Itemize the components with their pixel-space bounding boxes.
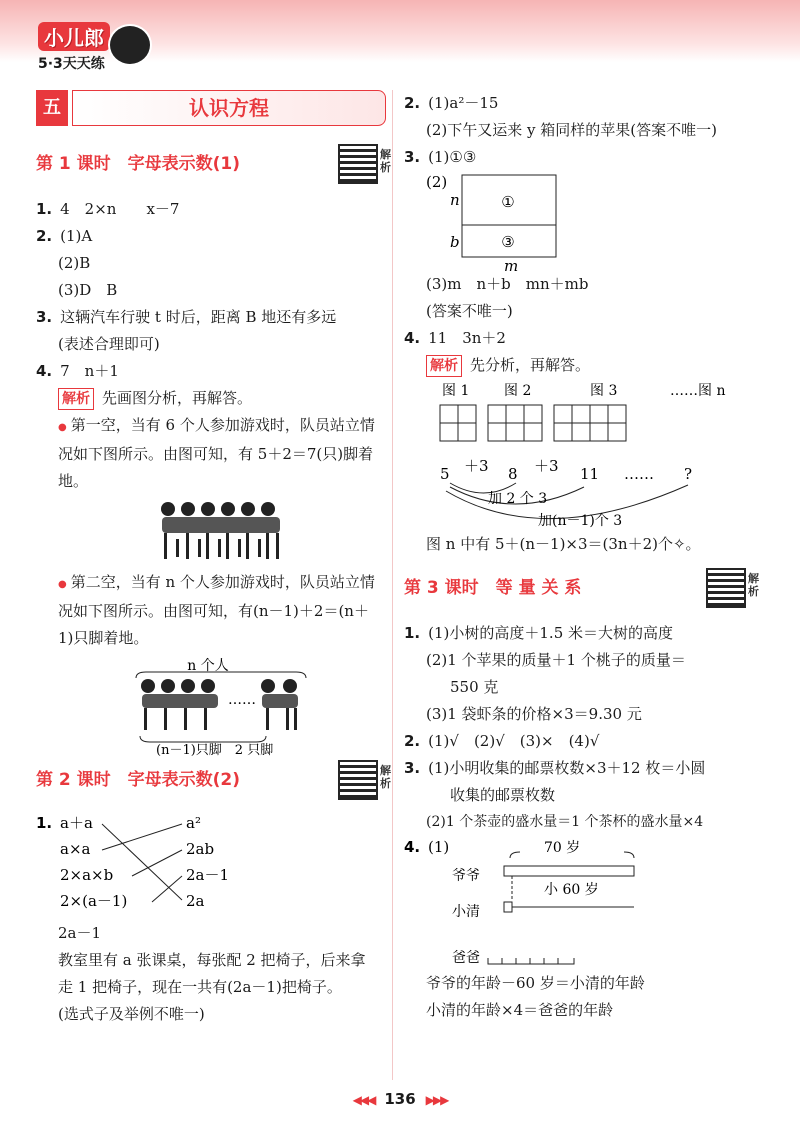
brand-name: 小儿郎 — [38, 22, 110, 51]
matching-figure — [36, 812, 386, 920]
left-item-4: 2×(a－1) — [60, 892, 128, 910]
lesson3-title — [404, 568, 759, 620]
fig-n-people: n 个人 — [187, 658, 229, 674]
l2-extra: 2a－1 — [58, 924, 102, 942]
qr-code-icon[interactable]: 解析 — [706, 568, 754, 616]
r-q3-3: (3)m n＋b mn＋mb — [426, 275, 589, 293]
r-q2: 2. (1)a²－15 — [404, 94, 499, 112]
l3-q3: 3. (1)小明收集的邮票枚数×3＋12 枚＝小圆 — [404, 759, 706, 777]
l2-note: (选式子及举例不唯一) — [58, 1005, 205, 1023]
qr-label: 解析 — [380, 148, 391, 174]
left-item-3: 2×a×b — [60, 866, 114, 884]
rect-n: n — [450, 191, 460, 209]
xiaoqing: 小清 — [452, 904, 480, 920]
page-number: 136 — [384, 1090, 416, 1108]
r-conclusion: 图 n 中有 5＋(n－1)×3＝(3n＋2)个✧。 — [426, 535, 701, 553]
l1-q2c: (3)D B — [58, 281, 118, 299]
r-q4: 4. 11 3n＋2 — [404, 329, 506, 347]
next-arrows-icon: ▶▶▶ — [425, 1093, 448, 1107]
l1-q3: 3. 这辆汽车行驶 t 时后，距离 B 地还有多远 — [36, 308, 337, 326]
l3-eq1: 爷爷的年龄－60 岁＝小清的年龄 — [426, 974, 645, 992]
fig-label-n: ……图 n — [670, 383, 726, 399]
brand-logo — [38, 22, 110, 73]
l3-q1: 1. (1)小树的高度＋1.5 米＝大树的高度 — [404, 624, 674, 642]
l3-q1d: (3)1 袋虾条的价格×3＝9.30 元 — [426, 705, 642, 723]
page-footer — [0, 1090, 800, 1108]
seq-1: ＋3 — [464, 457, 489, 475]
l3-q3b: 收集的邮票枚数 — [450, 786, 556, 804]
q3-2-label: (2) — [426, 173, 448, 191]
l1-q1: 1. 4 2×n x－7 — [36, 200, 180, 218]
lesson1-title — [36, 144, 391, 196]
less60: 小 60 岁 — [544, 882, 599, 898]
unit-badge: 五 — [36, 90, 68, 126]
rect-b: b — [450, 233, 460, 251]
pattern-figure — [404, 379, 754, 529]
lesson3-title-text: 第 3 课时 等 量 关 系 — [404, 578, 582, 598]
l1-p2: ● 第二空，当有 n 个人参加游戏时，队员站立情况如下图所示。由图可知，有(n－1)＋2＝(n＋1)只脚着地。 — [36, 569, 386, 652]
lesson2-title-text: 第 2 课时 字母表示数(2) — [36, 770, 241, 790]
l3-q2: 2. (1)√ (2)√ (3)× (4)√ — [404, 732, 600, 750]
unit-header — [36, 90, 386, 126]
seq-3: ＋3 — [534, 457, 559, 475]
left-column — [36, 90, 391, 1028]
l1-q2b: (2)B — [58, 254, 91, 272]
qr-code-icon[interactable]: 解析 — [338, 760, 386, 808]
q4-label: (1) — [428, 838, 450, 856]
prev-arrows-icon: ◀◀◀ — [352, 1093, 375, 1107]
seq-2: 8 — [508, 465, 518, 483]
add2: 加 2 个 3 — [488, 491, 548, 507]
l1-q2: 2. (1)A — [36, 227, 93, 245]
l3-eq2: 小清的年龄×4＝爸爸的年龄 — [426, 1001, 614, 1019]
l1-q3b: (表述合理即可) — [58, 335, 160, 353]
l3-q1b: (2)1 个苹果的质量＋1 个桃子的质量＝ — [426, 651, 686, 669]
unit-title: 认识方程 — [72, 90, 386, 126]
rect-figure — [404, 171, 754, 271]
fig-feet: (n－1)只脚 2 只脚 — [156, 743, 274, 756]
svg-text:……: …… — [228, 692, 256, 708]
l1-q4: 4. 7 n＋1 — [36, 362, 119, 380]
l1-p1: ● 第一空，当有 6 个人参加游戏时，队员站立情况如下图所示。由图可知，有 5＋2＝7(只)脚着地。 — [36, 412, 386, 495]
l3-q3c: (2)1 个茶壶的盛水量＝1 个茶杯的盛水量×4 — [426, 814, 704, 830]
seq-6: ? — [684, 465, 693, 483]
age70: 70 岁 — [544, 840, 581, 856]
right-item-4: 2a — [186, 892, 205, 910]
fig-label-1: 图 1 — [442, 383, 470, 399]
left-item-1: a＋a — [60, 814, 93, 832]
dad: 爸爸 — [452, 950, 480, 966]
seq-4: 11 — [580, 465, 600, 483]
r-analysis: 解析 先分析，再解答。 — [404, 352, 754, 379]
brand-sub: 5·3天天练 — [38, 56, 105, 72]
r-q3-note: (答案不唯一) — [426, 302, 513, 320]
right-item-2: 2ab — [186, 840, 215, 858]
svg-text:1.: 1. — [36, 814, 53, 832]
lesson2-title — [36, 760, 391, 812]
r-q3: 3. (1)①③ — [404, 148, 477, 166]
seq-5: …… — [624, 465, 654, 483]
right-item-3: 2a－1 — [186, 866, 230, 884]
n-people-figure — [36, 656, 386, 756]
right-column — [404, 90, 759, 1024]
column-divider — [392, 90, 393, 1080]
addn: 加(n－1)个 3 — [538, 513, 623, 529]
svg-text:4.: 4. — [404, 838, 421, 856]
age-diagram — [404, 836, 754, 970]
left-item-2: a×a — [60, 840, 91, 858]
l1-analysis: 解析 先画图分析，再解答。 — [36, 385, 386, 412]
grandpa: 爷爷 — [452, 868, 480, 884]
l3-q1c: 550 克 — [450, 678, 499, 696]
fig-label-2: 图 2 — [504, 383, 532, 399]
right-item-1: a² — [186, 814, 201, 832]
seq-0: 5 — [440, 465, 450, 483]
fig-label-3: 图 3 — [590, 383, 618, 399]
qr-code-icon[interactable] — [338, 144, 391, 192]
six-people-figure — [36, 499, 386, 565]
rect-m: m — [504, 257, 519, 271]
lesson1-title-text: 第 1 课时 字母表示数(1) — [36, 154, 241, 174]
r-q2b: (2)下午又运来 y 箱同样的苹果(答案不唯一) — [426, 121, 717, 139]
rect-c3: ③ — [501, 233, 515, 251]
l2-sentence: 教室里有 a 张课桌，每张配 2 把椅子，后来拿走 1 把椅子，现在一共有(2a－1)把椅子。 — [58, 951, 366, 996]
mascot-icon — [108, 24, 152, 66]
rect-c1: ① — [501, 193, 515, 211]
